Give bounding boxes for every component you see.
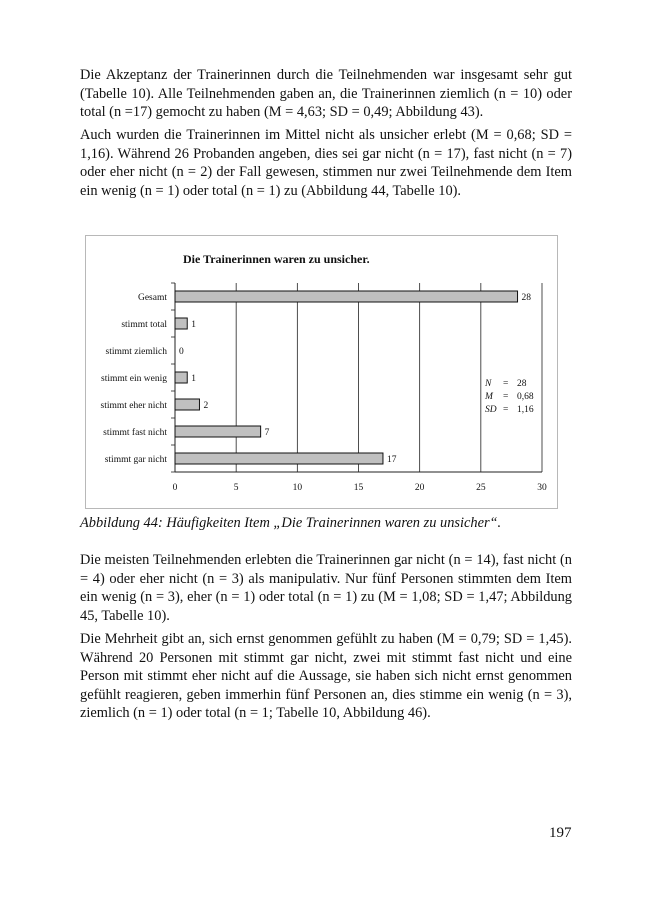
value-label: 1 xyxy=(191,374,196,384)
paragraph-4: Die Mehrheit gibt an, sich ernst genommen gefühlt zu haben (M = 0,79; SD = 1,45). Während 20 Personen mit stimmt gar nicht, zwei mit stimmt fast nicht und eine Person mit stimmt eher nicht auf die Aussage, sie haben sich nicht ernst genommen gefühlt reagieren, geben immerhin fünf Personen an, dies stimme ein wenig (n = 3), ziemlich (n = 1) oder total (n = 1; Tabelle 10, Abbildung 46). xyxy=(80,631,572,721)
bar xyxy=(175,372,187,383)
value-label: 2 xyxy=(203,401,209,411)
paragraph-2: Auch wurden die Trainerinnen im Mittel nicht als unsicher erlebt (M = 0,68; SD = 1,16). Während 26 Probanden angeben, dies sei gar nicht (n = 17), fast nicht (n = 7) oder eher nicht (n = 2) der Fall gewesen, stimmen nur zwei Teilnehmende dem Item ein wenig (n = 1) oder total (n = 1) zu (Abbildung 44, Tabelle 10). xyxy=(80,127,572,199)
x-tick-label: 10 xyxy=(292,483,303,493)
figure-caption: Abbildung 44: Häufigkeiten Item „Die Trainerinnen waren zu unsicher“. xyxy=(80,515,502,531)
x-tick-label: 5 xyxy=(233,483,239,493)
bar xyxy=(175,426,261,437)
value-label: 17 xyxy=(386,455,397,465)
value-label: 28 xyxy=(521,293,532,303)
stat-label: SD xyxy=(485,405,497,415)
category-label: Gesamt xyxy=(137,293,167,303)
category-label: stimmt eher nicht xyxy=(100,401,167,411)
stat-equals: = xyxy=(503,392,509,402)
category-label: stimmt ziemlich xyxy=(105,347,167,357)
paragraph-1: Die Akzeptanz der Trainerinnen durch die Teilnehmenden war insgesamt sehr gut (Tabelle 10). Alle Teilnehmenden gaben an, die Trainerinnen ziemlich (n = 10) oder total (n =17) gemocht zu haben (M = 4,63; SD = 0,49; Abbildung 43). xyxy=(80,67,572,120)
stat-value: 0,68 xyxy=(517,392,534,402)
category-label: stimmt fast nicht xyxy=(103,428,167,438)
x-tick-label: 20 xyxy=(414,483,425,493)
page-number: 197 xyxy=(549,825,572,841)
stat-label: N xyxy=(485,379,492,389)
stat-value: 1,16 xyxy=(517,405,534,415)
stat-label: M xyxy=(485,392,493,402)
value-label: 7 xyxy=(264,428,270,438)
stat-value: 28 xyxy=(517,379,527,389)
chart-title: Die Trainerinnen waren zu unsicher. xyxy=(183,252,370,266)
paragraph-3: Die meisten Teilnehmenden erlebten die Trainerinnen gar nicht (n = 14), fast nicht (n = 4) oder eher nicht (n = 3) als manipulativ. Nur fünf Personen stimmten dem Item ein wenig (n = 3), eher (n = 1) oder total (n = 1) zu (M = 1,08; SD = 1,47; Abbildung 45, Tabelle 10). xyxy=(80,552,572,624)
stat-equals: = xyxy=(503,405,509,415)
bar xyxy=(175,291,518,302)
x-tick-label: 0 xyxy=(172,483,178,493)
x-tick-label: 25 xyxy=(476,483,486,493)
bar-chart xyxy=(85,235,558,509)
category-label: stimmt ein wenig xyxy=(101,374,167,384)
value-label: 1 xyxy=(191,320,196,330)
value-label: 0 xyxy=(179,347,184,357)
bar xyxy=(175,399,199,410)
bar xyxy=(175,318,187,329)
category-label: stimmt gar nicht xyxy=(104,455,167,465)
x-tick-label: 30 xyxy=(537,483,547,493)
category-label: stimmt total xyxy=(121,320,167,330)
x-tick-label: 15 xyxy=(353,483,364,493)
stat-equals: = xyxy=(503,379,509,389)
bar xyxy=(175,453,383,464)
